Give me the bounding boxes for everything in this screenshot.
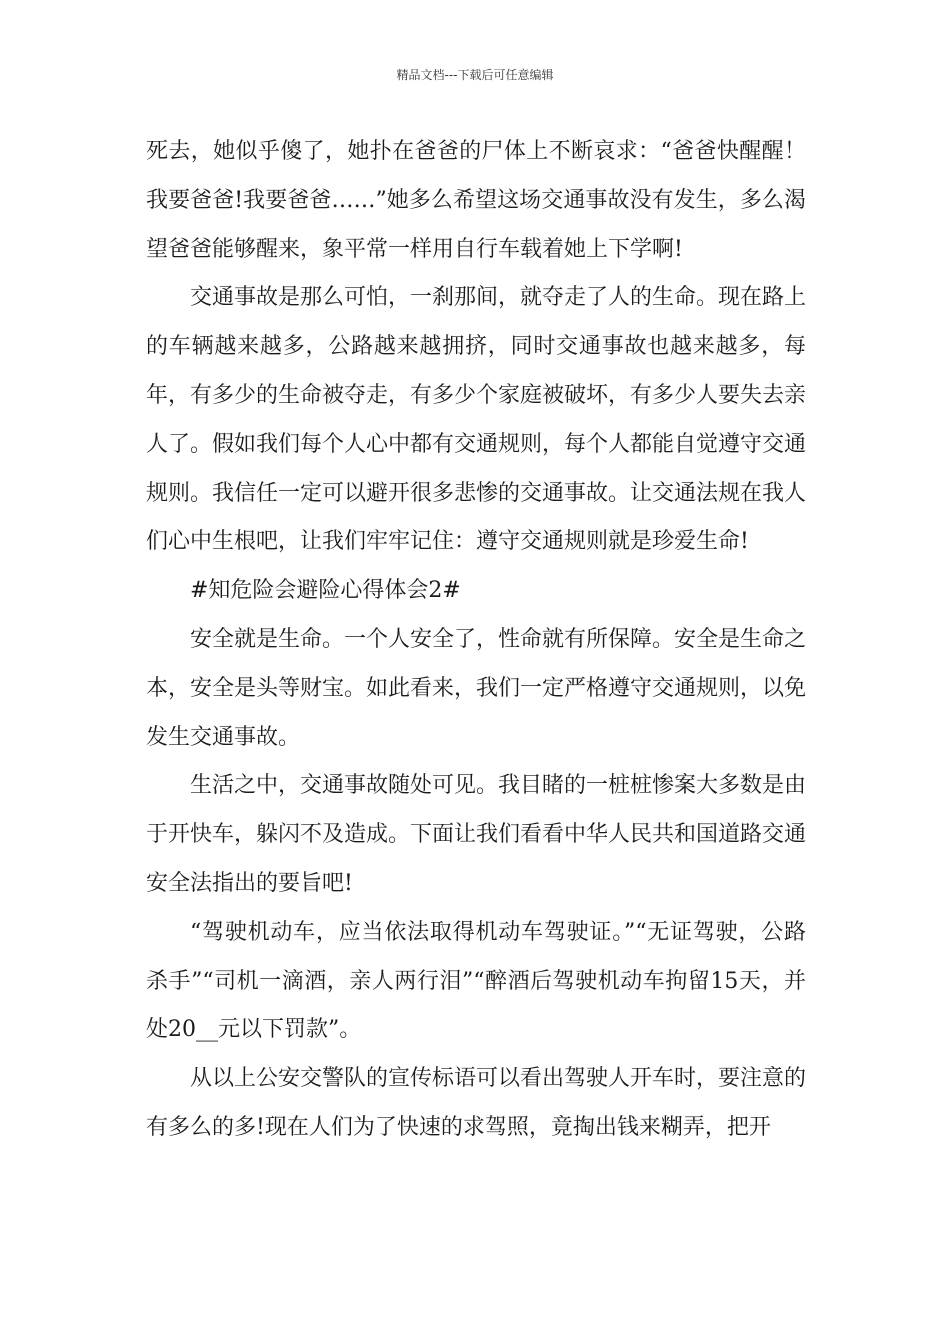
paragraph: 死去，她似乎傻了，她扑在爸爸的尸体上不断哀求：“爸爸快醒醒！我要爸爸!我要爸爸……”她多么希望这场交通事故没有发生，多么渴望爸爸能够醒来，象平常一样用自行车载着她上下学啊! (146, 139, 806, 262)
paragraph: 生活之中，交通事故随处可见。我目睹的一桩桩惨案大多数是由于开快车，躲闪不及造成。下面让我们看看中华人民共和国道路交通安全法指出的要旨吧! (146, 773, 807, 896)
document-body (146, 128, 806, 1153)
paragraph: 从以上公安交警队的宣传标语可以看出驾驶人开车时，要注意的有多么的多!现在人们为了快速的求驾照，竟掏出钱来糊弄，把开 (146, 1066, 807, 1140)
page-header: 精品文档---下载后可任意编辑 (396, 68, 554, 82)
paragraph: 交通事故是那么可怕，一刹那间，就夺走了人的生命。现在路上的车辆越来越多，公路越来越拥挤，同时交通事故也越来越多，每年，有多少的生命被夺走，有多少个家庭被破坏，有多少人要失去亲人了。假如我们每个人心中都有交通规则，每个人都能自觉遵守交通规则。我信任一定可以避开很多悲惨的交通事故。让交通法规在我人们心中生根吧，让我们牢牢记住：遵守交通规则就是珍爱生命! (146, 285, 807, 555)
paragraph: 安全就是生命。一个人安全了，性命就有所保障。安全是生命之本，安全是头等财宝。如此看来，我们一定严格遵守交通规则，以免发生交通事故。 (146, 626, 807, 750)
paragraph: “驾驶机动车，应当依法取得机动车驾驶证。”“无证驾驶，公路杀手”“司机一滴酒，亲人两行泪”“醉酒后驾驶机动车拘留15天，并处20__元以下罚款”。 (146, 919, 806, 1043)
section-heading: #知危险会避险心得体会2# (190, 578, 461, 604)
